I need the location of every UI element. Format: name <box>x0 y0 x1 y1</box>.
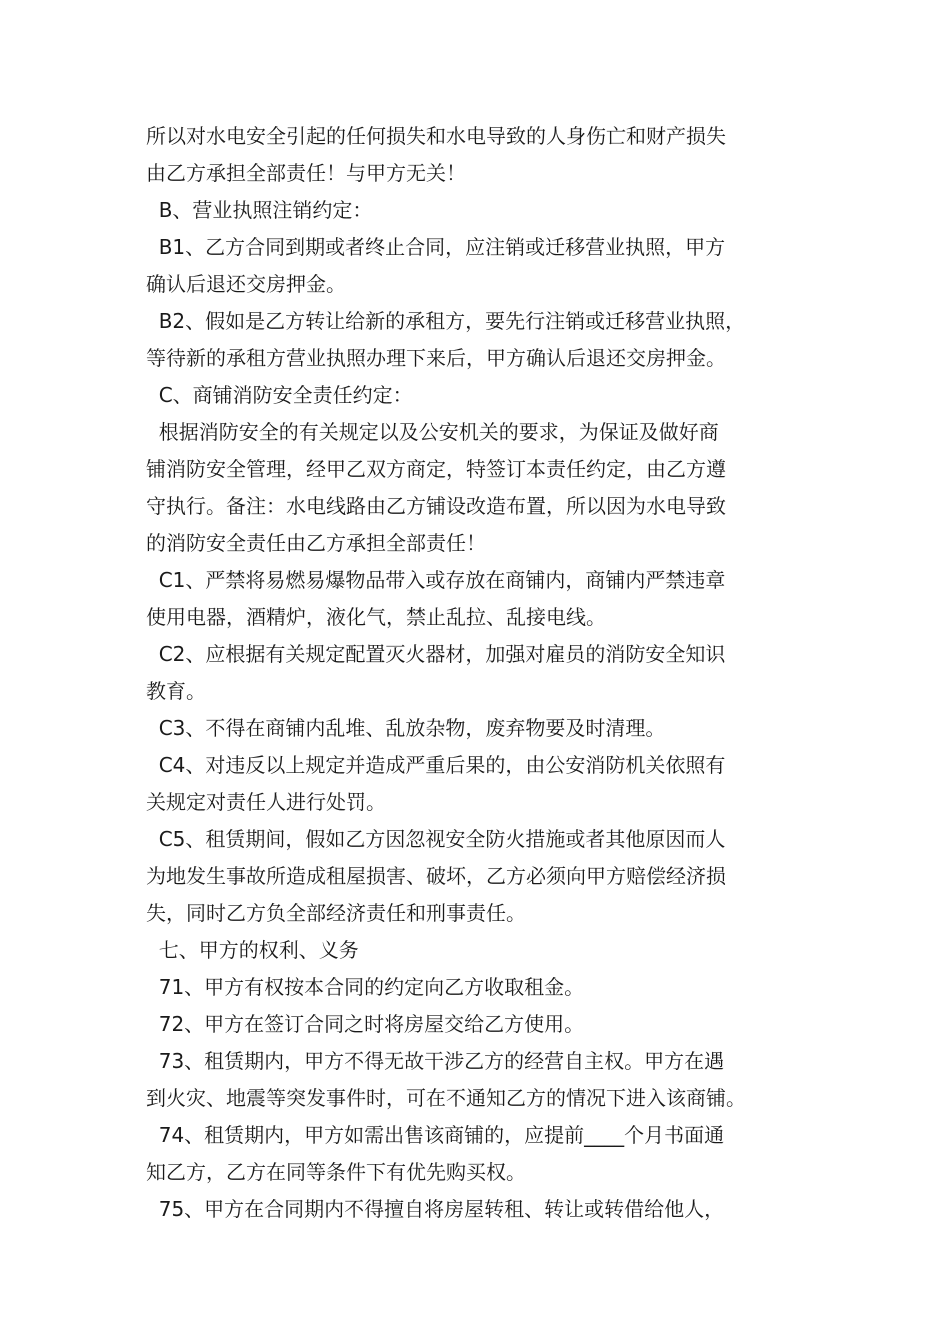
text-line: C1、严禁将易燃易爆物品带入或存放在商铺内，商铺内严禁违章 <box>146 568 726 592</box>
text-line: 74、租赁期内，甲方如需出售该商铺的，应提前____个月书面通 <box>146 1123 725 1147</box>
text-line: C、商铺消防安全责任约定： <box>146 383 413 407</box>
text-line: 等待新的承租方营业执照办理下来后，甲方确认后退还交房押金。 <box>146 346 726 370</box>
section-heading-b <box>146 192 812 229</box>
text-line: 守执行。备注：水电线路由乙方铺设改造布置，所以因为水电导致 <box>146 494 726 518</box>
text-line: C5、租赁期间，假如乙方因忽视安全防火措施或者其他原因而人 <box>146 827 726 851</box>
clause-75 <box>146 1191 812 1228</box>
clause-c4 <box>146 747 812 821</box>
text-line: B2、假如是乙方转让给新的承租方，要先行注销或迁移营业执照， <box>146 309 746 333</box>
text-line: 为地发生事故所造成租屋损害、破坏，乙方必须向甲方赔偿经济损 <box>146 864 726 888</box>
clause-71 <box>146 969 812 1006</box>
text-line: 教育。 <box>146 679 206 703</box>
text-line: 失，同时乙方负全部经济责任和刑事责任。 <box>146 901 526 925</box>
clause-c5 <box>146 821 812 932</box>
text-line: B1、乙方合同到期或者终止合同，应注销或迁移营业执照，甲方 <box>146 235 726 259</box>
text-line: C2、应根据有关规定配置灭火器材，加强对雇员的消防安全知识 <box>146 642 726 666</box>
clause-72 <box>146 1006 812 1043</box>
clause-b1 <box>146 229 812 303</box>
text-line: 72、甲方在签订合同之时将房屋交给乙方使用。 <box>146 1012 585 1036</box>
text-line: 确认后退还交房押金。 <box>146 272 346 296</box>
clause-c3 <box>146 710 812 747</box>
text-line: 由乙方承担全部责任！与甲方无关！ <box>146 161 466 185</box>
text-line: 七、甲方的权利、义务 <box>146 938 359 962</box>
text-line: 所以对水电安全引起的任何损失和水电导致的人身伤亡和财产损失 <box>146 124 726 148</box>
text-line: 关规定对责任人进行处罚。 <box>146 790 386 814</box>
section-heading-7 <box>146 932 812 969</box>
text-line: C3、不得在商铺内乱堆、乱放杂物，废弃物要及时清理。 <box>146 716 666 740</box>
text-line: 到火灾、地震等突发事件时，可在不通知乙方的情况下进入该商铺。 <box>146 1086 746 1110</box>
text-line: C4、对违反以上规定并造成严重后果的，由公安消防机关依照有 <box>146 753 726 777</box>
section-heading-c <box>146 377 812 414</box>
text-line: 的消防安全责任由乙方承担全部责任！ <box>146 531 486 555</box>
clause-c-intro <box>146 414 812 562</box>
text-line: 知乙方，乙方在同等条件下有优先购买权。 <box>146 1160 526 1184</box>
text-line: 根据消防安全的有关规定以及公安机关的要求，为保证及做好商 <box>146 420 719 444</box>
document-page <box>146 118 812 1228</box>
text-line: 75、甲方在合同期内不得擅自将房屋转租、转让或转借给他人， <box>146 1197 725 1221</box>
clause-c2 <box>146 636 812 710</box>
text-line: B、营业执照注销约定： <box>146 198 373 222</box>
text-line: 使用电器，酒精炉，液化气，禁止乱拉、乱接电线。 <box>146 605 606 629</box>
text-line: 铺消防安全管理，经甲乙双方商定，特签订本责任约定，由乙方遵 <box>146 457 726 481</box>
text-line: 71、甲方有权按本合同的约定向乙方收取租金。 <box>146 975 585 999</box>
clause-73 <box>146 1043 812 1117</box>
clause-c1 <box>146 562 812 636</box>
clause-b2 <box>146 303 812 377</box>
text-line: 73、租赁期内，甲方不得无故干涉乙方的经营自主权。甲方在遇 <box>146 1049 725 1073</box>
paragraph-water-electric-liability <box>146 118 812 192</box>
clause-74 <box>146 1117 812 1191</box>
